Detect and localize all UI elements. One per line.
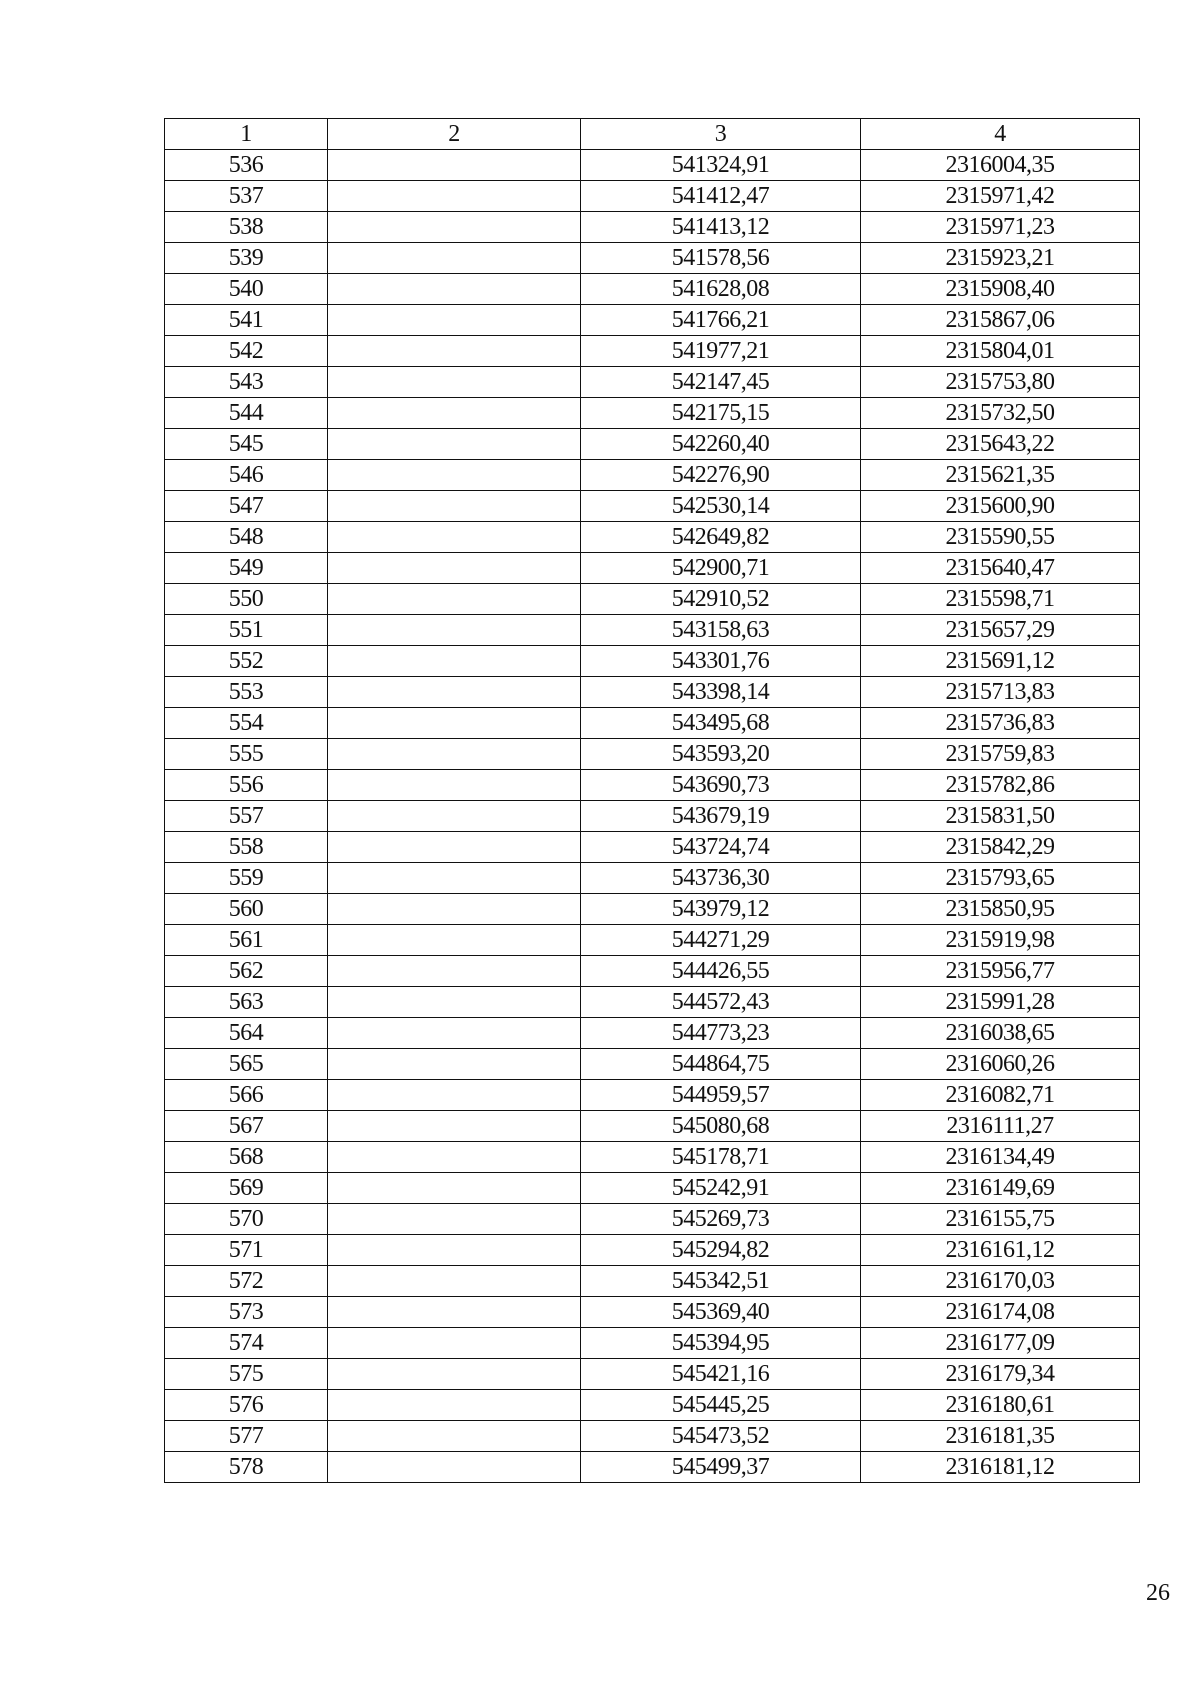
x-coordinate-cell: 542900,71 <box>581 553 861 584</box>
y-coordinate-cell: 2316179,34 <box>861 1359 1140 1390</box>
y-coordinate-cell: 2316174,08 <box>861 1297 1140 1328</box>
y-coordinate-cell: 2315793,65 <box>861 863 1140 894</box>
point-number-cell: 557 <box>165 801 328 832</box>
point-number-cell: 541 <box>165 305 328 336</box>
empty-cell <box>328 894 581 925</box>
point-number-cell: 542 <box>165 336 328 367</box>
empty-cell <box>328 1359 581 1390</box>
column-header-4: 4 <box>861 119 1140 150</box>
x-coordinate-cell: 543593,20 <box>581 739 861 770</box>
table-row <box>165 956 1140 987</box>
y-coordinate-cell: 2316111,27 <box>861 1111 1140 1142</box>
empty-cell <box>328 1390 581 1421</box>
table-row <box>165 677 1140 708</box>
empty-cell <box>328 1452 581 1483</box>
point-number-cell: 555 <box>165 739 328 770</box>
table-row <box>165 1235 1140 1266</box>
point-number-cell: 564 <box>165 1018 328 1049</box>
table-row <box>165 1142 1140 1173</box>
empty-cell <box>328 677 581 708</box>
empty-cell <box>328 739 581 770</box>
empty-cell <box>328 243 581 274</box>
x-coordinate-cell: 544864,75 <box>581 1049 861 1080</box>
empty-cell <box>328 336 581 367</box>
x-coordinate-cell: 541578,56 <box>581 243 861 274</box>
table-row <box>165 1452 1140 1483</box>
point-number-cell: 538 <box>165 212 328 243</box>
table-row <box>165 770 1140 801</box>
table-row <box>165 584 1140 615</box>
x-coordinate-cell: 542649,82 <box>581 522 861 553</box>
empty-cell <box>328 522 581 553</box>
table-row <box>165 708 1140 739</box>
table-row <box>165 460 1140 491</box>
y-coordinate-cell: 2315600,90 <box>861 491 1140 522</box>
x-coordinate-cell: 545294,82 <box>581 1235 861 1266</box>
point-number-cell: 578 <box>165 1452 328 1483</box>
empty-cell <box>328 1297 581 1328</box>
point-number-cell: 565 <box>165 1049 328 1080</box>
x-coordinate-cell: 544426,55 <box>581 956 861 987</box>
x-coordinate-cell: 544959,57 <box>581 1080 861 1111</box>
empty-cell <box>328 1049 581 1080</box>
empty-cell <box>328 1328 581 1359</box>
y-coordinate-cell: 2315842,29 <box>861 832 1140 863</box>
point-number-cell: 576 <box>165 1390 328 1421</box>
table-row <box>165 398 1140 429</box>
table-row <box>165 150 1140 181</box>
table-row <box>165 863 1140 894</box>
table-row <box>165 274 1140 305</box>
point-number-cell: 536 <box>165 150 328 181</box>
x-coordinate-cell: 543158,63 <box>581 615 861 646</box>
y-coordinate-cell: 2316170,03 <box>861 1266 1140 1297</box>
table-row <box>165 925 1140 956</box>
empty-cell <box>328 181 581 212</box>
empty-cell <box>328 429 581 460</box>
point-number-cell: 547 <box>165 491 328 522</box>
x-coordinate-cell: 545421,16 <box>581 1359 861 1390</box>
y-coordinate-cell: 2315923,21 <box>861 243 1140 274</box>
x-coordinate-cell: 543724,74 <box>581 832 861 863</box>
point-number-cell: 570 <box>165 1204 328 1235</box>
point-number-cell: 575 <box>165 1359 328 1390</box>
point-number-cell: 559 <box>165 863 328 894</box>
empty-cell <box>328 832 581 863</box>
point-number-cell: 549 <box>165 553 328 584</box>
x-coordinate-cell: 543690,73 <box>581 770 861 801</box>
empty-cell <box>328 150 581 181</box>
point-number-cell: 560 <box>165 894 328 925</box>
point-number-cell: 573 <box>165 1297 328 1328</box>
empty-cell <box>328 1421 581 1452</box>
x-coordinate-cell: 542276,90 <box>581 460 861 491</box>
x-coordinate-cell: 543495,68 <box>581 708 861 739</box>
empty-cell <box>328 987 581 1018</box>
empty-cell <box>328 553 581 584</box>
y-coordinate-cell: 2315753,80 <box>861 367 1140 398</box>
table-row <box>165 212 1140 243</box>
table-row <box>165 522 1140 553</box>
empty-cell <box>328 770 581 801</box>
y-coordinate-cell: 2315759,83 <box>861 739 1140 770</box>
x-coordinate-cell: 545242,91 <box>581 1173 861 1204</box>
point-number-cell: 568 <box>165 1142 328 1173</box>
y-coordinate-cell: 2316149,69 <box>861 1173 1140 1204</box>
point-number-cell: 561 <box>165 925 328 956</box>
empty-cell <box>328 615 581 646</box>
empty-cell <box>328 1204 581 1235</box>
table-row <box>165 615 1140 646</box>
point-number-cell: 554 <box>165 708 328 739</box>
x-coordinate-cell: 543398,14 <box>581 677 861 708</box>
table-row <box>165 832 1140 863</box>
table-row <box>165 739 1140 770</box>
y-coordinate-cell: 2315643,22 <box>861 429 1140 460</box>
point-number-cell: 544 <box>165 398 328 429</box>
point-number-cell: 550 <box>165 584 328 615</box>
y-coordinate-cell: 2315621,35 <box>861 460 1140 491</box>
table-row <box>165 1359 1140 1390</box>
empty-cell <box>328 1173 581 1204</box>
y-coordinate-cell: 2315971,23 <box>861 212 1140 243</box>
x-coordinate-cell: 545394,95 <box>581 1328 861 1359</box>
x-coordinate-cell: 545342,51 <box>581 1266 861 1297</box>
table-row <box>165 553 1140 584</box>
y-coordinate-cell: 2315782,86 <box>861 770 1140 801</box>
y-coordinate-cell: 2315598,71 <box>861 584 1140 615</box>
table-body <box>165 150 1140 1483</box>
y-coordinate-cell: 2315919,98 <box>861 925 1140 956</box>
point-number-cell: 545 <box>165 429 328 460</box>
point-number-cell: 552 <box>165 646 328 677</box>
empty-cell <box>328 274 581 305</box>
x-coordinate-cell: 542910,52 <box>581 584 861 615</box>
empty-cell <box>328 212 581 243</box>
empty-cell <box>328 925 581 956</box>
x-coordinate-cell: 545473,52 <box>581 1421 861 1452</box>
y-coordinate-cell: 2316161,12 <box>861 1235 1140 1266</box>
empty-cell <box>328 491 581 522</box>
y-coordinate-cell: 2316004,35 <box>861 150 1140 181</box>
empty-cell <box>328 1111 581 1142</box>
table-header-row <box>165 119 1140 150</box>
empty-cell <box>328 1142 581 1173</box>
y-coordinate-cell: 2315991,28 <box>861 987 1140 1018</box>
y-coordinate-cell: 2315804,01 <box>861 336 1140 367</box>
table-row <box>165 1390 1140 1421</box>
y-coordinate-cell: 2315908,40 <box>861 274 1140 305</box>
empty-cell <box>328 801 581 832</box>
x-coordinate-cell: 544271,29 <box>581 925 861 956</box>
empty-cell <box>328 584 581 615</box>
table-row <box>165 367 1140 398</box>
column-header-2: 2 <box>328 119 581 150</box>
x-coordinate-cell: 542260,40 <box>581 429 861 460</box>
table-row <box>165 1111 1140 1142</box>
point-number-cell: 540 <box>165 274 328 305</box>
column-header-3: 3 <box>581 119 861 150</box>
y-coordinate-cell: 2315590,55 <box>861 522 1140 553</box>
table-row <box>165 305 1140 336</box>
y-coordinate-cell: 2315867,06 <box>861 305 1140 336</box>
coordinates-table <box>164 118 1140 1483</box>
y-coordinate-cell: 2315736,83 <box>861 708 1140 739</box>
y-coordinate-cell: 2316180,61 <box>861 1390 1140 1421</box>
table-row <box>165 336 1140 367</box>
empty-cell <box>328 646 581 677</box>
empty-cell <box>328 367 581 398</box>
y-coordinate-cell: 2315657,29 <box>861 615 1140 646</box>
y-coordinate-cell: 2315640,47 <box>861 553 1140 584</box>
table-row <box>165 1328 1140 1359</box>
column-header-1: 1 <box>165 119 328 150</box>
point-number-cell: 562 <box>165 956 328 987</box>
x-coordinate-cell: 541324,91 <box>581 150 861 181</box>
x-coordinate-cell: 543736,30 <box>581 863 861 894</box>
x-coordinate-cell: 545445,25 <box>581 1390 861 1421</box>
table-row <box>165 1266 1140 1297</box>
empty-cell <box>328 1018 581 1049</box>
table-row <box>165 801 1140 832</box>
y-coordinate-cell: 2315691,12 <box>861 646 1140 677</box>
y-coordinate-cell: 2316060,26 <box>861 1049 1140 1080</box>
x-coordinate-cell: 541628,08 <box>581 274 861 305</box>
point-number-cell: 546 <box>165 460 328 491</box>
page-number: 26 <box>1146 1580 1170 1606</box>
table-row <box>165 646 1140 677</box>
x-coordinate-cell: 545178,71 <box>581 1142 861 1173</box>
table-row <box>165 243 1140 274</box>
y-coordinate-cell: 2316038,65 <box>861 1018 1140 1049</box>
y-coordinate-cell: 2315713,83 <box>861 677 1140 708</box>
x-coordinate-cell: 543679,19 <box>581 801 861 832</box>
table-row <box>165 1173 1140 1204</box>
y-coordinate-cell: 2315971,42 <box>861 181 1140 212</box>
point-number-cell: 574 <box>165 1328 328 1359</box>
y-coordinate-cell: 2315732,50 <box>861 398 1140 429</box>
empty-cell <box>328 1266 581 1297</box>
y-coordinate-cell: 2316134,49 <box>861 1142 1140 1173</box>
table-row <box>165 894 1140 925</box>
point-number-cell: 553 <box>165 677 328 708</box>
x-coordinate-cell: 541412,47 <box>581 181 861 212</box>
table-row <box>165 429 1140 460</box>
y-coordinate-cell: 2316082,71 <box>861 1080 1140 1111</box>
x-coordinate-cell: 543301,76 <box>581 646 861 677</box>
point-number-cell: 556 <box>165 770 328 801</box>
x-coordinate-cell: 544572,43 <box>581 987 861 1018</box>
empty-cell <box>328 1235 581 1266</box>
table-row <box>165 1080 1140 1111</box>
x-coordinate-cell: 545080,68 <box>581 1111 861 1142</box>
x-coordinate-cell: 542175,15 <box>581 398 861 429</box>
point-number-cell: 571 <box>165 1235 328 1266</box>
point-number-cell: 577 <box>165 1421 328 1452</box>
empty-cell <box>328 460 581 491</box>
x-coordinate-cell: 543979,12 <box>581 894 861 925</box>
table-row <box>165 1297 1140 1328</box>
y-coordinate-cell: 2316181,12 <box>861 1452 1140 1483</box>
empty-cell <box>328 708 581 739</box>
table-row <box>165 491 1140 522</box>
point-number-cell: 566 <box>165 1080 328 1111</box>
empty-cell <box>328 956 581 987</box>
table-row <box>165 1204 1140 1235</box>
empty-cell <box>328 863 581 894</box>
x-coordinate-cell: 545269,73 <box>581 1204 861 1235</box>
point-number-cell: 563 <box>165 987 328 1018</box>
y-coordinate-cell: 2315831,50 <box>861 801 1140 832</box>
point-number-cell: 537 <box>165 181 328 212</box>
point-number-cell: 569 <box>165 1173 328 1204</box>
empty-cell <box>328 398 581 429</box>
x-coordinate-cell: 544773,23 <box>581 1018 861 1049</box>
point-number-cell: 558 <box>165 832 328 863</box>
table-row <box>165 1049 1140 1080</box>
x-coordinate-cell: 541766,21 <box>581 305 861 336</box>
y-coordinate-cell: 2315850,95 <box>861 894 1140 925</box>
x-coordinate-cell: 541977,21 <box>581 336 861 367</box>
empty-cell <box>328 305 581 336</box>
point-number-cell: 572 <box>165 1266 328 1297</box>
table-row <box>165 181 1140 212</box>
table-row <box>165 1018 1140 1049</box>
table-row <box>165 987 1140 1018</box>
x-coordinate-cell: 541413,12 <box>581 212 861 243</box>
point-number-cell: 543 <box>165 367 328 398</box>
table-row <box>165 1421 1140 1452</box>
y-coordinate-cell: 2316181,35 <box>861 1421 1140 1452</box>
point-number-cell: 551 <box>165 615 328 646</box>
point-number-cell: 567 <box>165 1111 328 1142</box>
x-coordinate-cell: 545499,37 <box>581 1452 861 1483</box>
y-coordinate-cell: 2316177,09 <box>861 1328 1140 1359</box>
y-coordinate-cell: 2315956,77 <box>861 956 1140 987</box>
empty-cell <box>328 1080 581 1111</box>
x-coordinate-cell: 545369,40 <box>581 1297 861 1328</box>
x-coordinate-cell: 542530,14 <box>581 491 861 522</box>
y-coordinate-cell: 2316155,75 <box>861 1204 1140 1235</box>
point-number-cell: 548 <box>165 522 328 553</box>
point-number-cell: 539 <box>165 243 328 274</box>
x-coordinate-cell: 542147,45 <box>581 367 861 398</box>
